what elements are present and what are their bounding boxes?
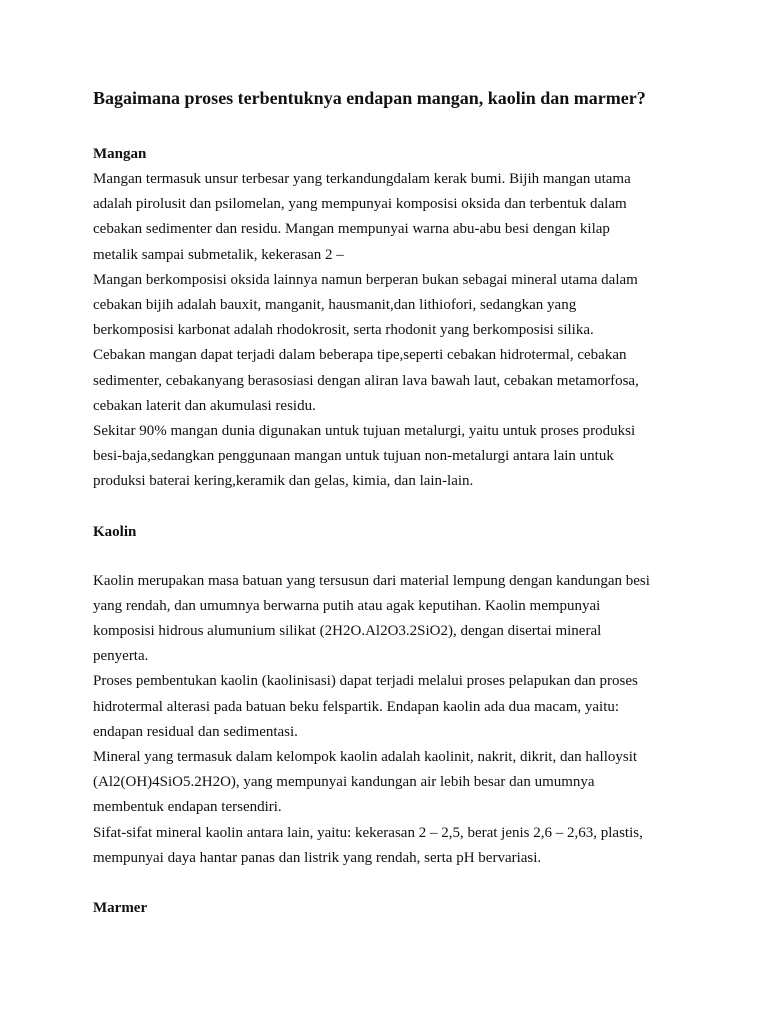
text-line: berkomposisi karbonat adalah rhodokrosit, serta rhodonit yang berkomposisi silika. <box>93 322 594 339</box>
paragraph <box>93 745 683 821</box>
text-line: komposisi hidrous alumunium silikat (2H2O.Al2O3.2SiO2), dengan disertai mineral <box>93 623 602 640</box>
text-line: penyerta. <box>93 648 149 665</box>
paragraph <box>93 569 683 670</box>
text-line: Sifat-sifat mineral kaolin antara lain, yaitu: kekerasan 2 – 2,5, berat jenis 2,6 – 2,63, plastis, <box>93 824 643 841</box>
text-line: (Al2(OH)4SiO5.2H2O), yang mempunyai kandungan air lebih besar dan umumnya <box>93 774 595 791</box>
document-body <box>93 86 683 921</box>
section-mangan <box>93 142 683 495</box>
text-line: sedimenter, cebakanyang berasosiasi dengan aliran lava bawah laut, cebakan metamorfosa, <box>93 372 639 389</box>
text-line: membentuk endapan tersendiri. <box>93 799 282 816</box>
document-title: Bagaimana proses terbentuknya endapan mangan, kaolin dan marmer? <box>93 88 646 108</box>
section-kaolin <box>93 520 683 871</box>
paragraph <box>93 821 683 871</box>
text-line: Mineral yang termasuk dalam kelompok kaolin adalah kaolinit, nakrit, dikrit, dan halloysit <box>93 749 638 766</box>
text-line: produksi baterai kering,keramik dan gelas, kimia, dan lain-lain. <box>93 473 474 490</box>
section-heading-kaolin: Kaolin <box>93 523 137 540</box>
text-line: adalah pirolusit dan psilomelan, yang mempunyai komposisi oksida dan terbentuk dalam <box>93 196 627 213</box>
text-line: mempunyai daya hantar panas dan listrik yang rendah, serta pH bervariasi. <box>93 849 542 866</box>
section-marmer <box>93 896 683 921</box>
text-line: Sekitar 90% mangan dunia digunakan untuk tujuan metalurgi, yaitu untuk proses produksi <box>93 423 636 440</box>
section-heading-mangan: Mangan <box>93 146 147 162</box>
paragraph <box>93 268 683 344</box>
text-line: Proses pembentukan kaolin (kaolinisasi) dapat terjadi melalui proses pelapukan dan proses <box>93 673 638 690</box>
text-line: yang rendah, dan umumnya berwarna putih atau agak keputihan. Kaolin mempunyai <box>93 597 601 614</box>
text-line: Mangan termasuk unsur terbesar yang terkandungdalam kerak bumi. Bijih mangan utama <box>93 171 631 187</box>
text-line: Cebakan mangan dapat terjadi dalam beberapa tipe,seperti cebakan hidrotermal, cebakan <box>93 347 627 364</box>
text-line: cebakan bijih adalah bauxit, manganit, hausmanit,dan lithiofori, sedangkan yang <box>93 297 577 314</box>
text-line: endapan residual dan sedimentasi. <box>93 723 298 740</box>
paragraph <box>93 167 683 268</box>
text-line: Kaolin merupakan masa batuan yang tersusun dari material lempung dengan kandungan besi <box>93 572 650 589</box>
section-heading-marmer: Marmer <box>93 900 148 917</box>
paragraph <box>93 669 683 745</box>
text-line: besi-baja,sedangkan penggunaan mangan untuk tujuan non-metalurgi antara lain untuk <box>93 448 614 465</box>
paragraph <box>93 343 683 419</box>
text-line: cebakan sedimenter dan residu. Mangan mempunyai warna abu-abu besi dengan kilap <box>93 221 610 238</box>
text-line: Mangan berkomposisi oksida lainnya namun berperan bukan sebagai mineral utama dalam <box>93 271 638 288</box>
text-line: hidrotermal alterasi pada batuan beku felspartik. Endapan kaolin ada dua macam, yaitu: <box>93 698 620 715</box>
paragraph <box>93 419 683 495</box>
text-line: cebakan laterit dan akumulasi residu. <box>93 397 316 414</box>
text-line: metalik sampai submetalik, kekerasan 2 – <box>93 246 344 263</box>
